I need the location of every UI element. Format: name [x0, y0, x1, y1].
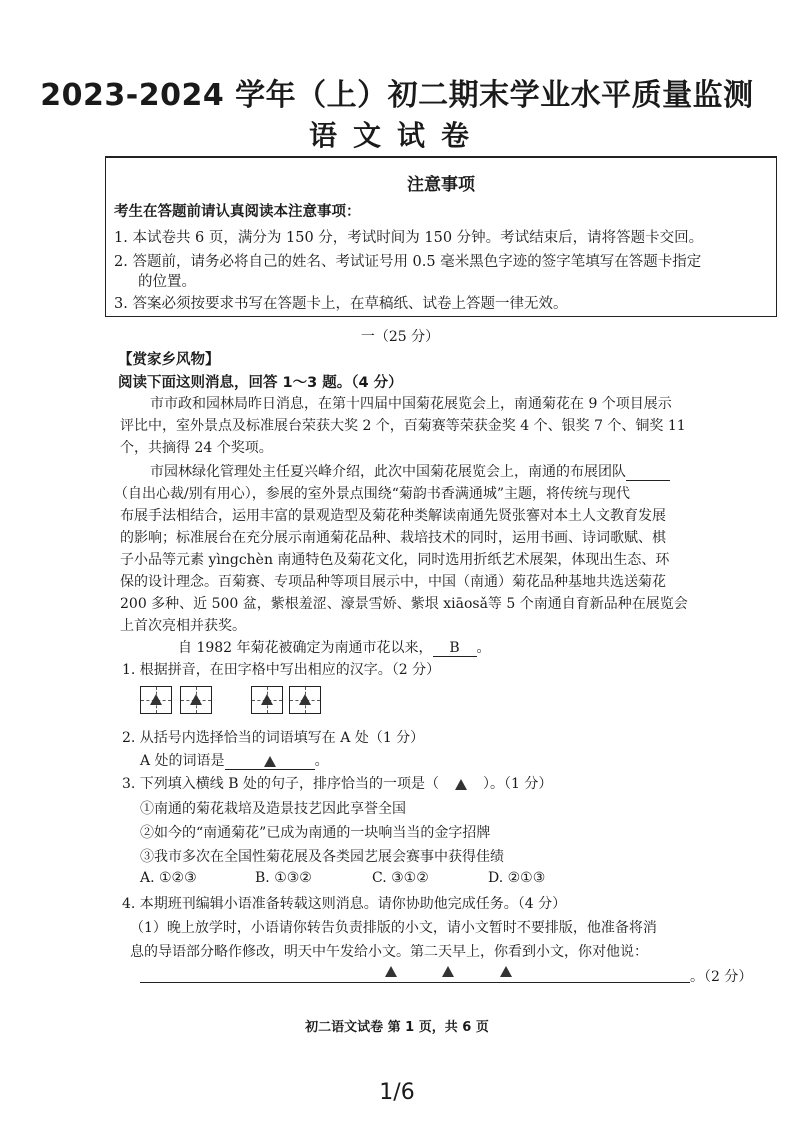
- notice-item-1: 1. 本试卷共 6 页，满分为 150 分，考试时间为 150 分钟。考试结束后，请将答题卡交回。: [114, 230, 704, 246]
- blank-b[interactable]: B: [433, 640, 477, 657]
- q3-answer-slot[interactable]: [439, 776, 483, 792]
- passage-line-2: 评比中，室外景点及标准展台荣获大奖 2 个，百菊赛等荣获金奖 4 个、银奖 7 个、铜奖 11: [120, 418, 686, 434]
- triangle-icon: [264, 756, 276, 767]
- q3-choice-a[interactable]: A. ①②③: [140, 870, 197, 886]
- triangle-icon: [299, 694, 311, 705]
- question-4: 4. 本期班刊编辑小语准备转载这则消息。请你协助他完成任务。（4 分）: [122, 896, 567, 912]
- passage-line-8: 子小品等元素 yìngchèn 南通特色及菊花文化，同时选用折纸艺术展架，体现出生态、环: [120, 552, 670, 568]
- passage-line-7: 的影响；标准展台在充分展示南通菊花品种、栽培技术的同时，运用书画、诗词歌赋、棋: [120, 530, 666, 546]
- exam-subtitle: 语文试卷: [308, 119, 485, 152]
- q3-choice-b[interactable]: B. ①③②: [255, 870, 312, 886]
- passage-line-4-text: 市园林绿化管理处主任夏兴峰介绍，此次中国菊花展览会上，南通的布展团队: [150, 464, 626, 480]
- section-instruction: 阅读下面这则消息，回答 1～3 题。（4 分）: [118, 375, 403, 391]
- notice-intro: 考生在答题前请认真阅读本注意事项：: [114, 203, 361, 220]
- notice-item-2: 2. 答题前，请务必将自己的姓名、考试证号用 0.5 毫米黑色字迹的签字笔填写在答题卡指定: [114, 254, 702, 270]
- q2-answer-blank[interactable]: [225, 753, 315, 770]
- blank-a[interactable]: [626, 464, 670, 481]
- tianzige-box-1[interactable]: [140, 686, 172, 714]
- question-4-1-line-1: （1）晚上放学时，小语请你转告负责排版的小文，请小文暂时不要排版，他准备将消: [130, 920, 657, 936]
- q2-answer-suffix: 。: [314, 753, 329, 769]
- passage-line-12-text: 自 1982 年菊花被确定为南通市花以来，: [178, 640, 433, 656]
- page-indicator: 1/6: [379, 1080, 415, 1105]
- passage-line-9: 保的设计理念。百菊赛、专项品种等项目展示中，中国（南通）菊花品种基地共选送菊花: [120, 574, 666, 590]
- triangle-icon: [385, 966, 397, 977]
- passage-line-5: （自出心裁/别有用心），参展的室外景点围绕“菊韵书香满通城”主题，将传统与现代: [114, 486, 631, 502]
- tianzige-box-4[interactable]: [289, 686, 321, 714]
- triangle-icon: [455, 779, 467, 790]
- triangle-icon: [261, 694, 273, 705]
- question-2-answer: [140, 750, 329, 770]
- q4-answer-line[interactable]: [140, 982, 690, 983]
- passage-line-6: 布展手法相结合，运用丰富的景观造型及菊花种类解读南通先贤张謇对本土人文教育发展: [120, 508, 666, 524]
- q3-option-2: ②如今的“南通菊花”已成为南通的一块响当当的金字招牌: [140, 825, 491, 841]
- question-4-1-line-2: 息的导语部分略作修改，明天中午发给小文。第二天早上，你看到小文，你对他说：: [130, 944, 648, 960]
- q4-1-end: 。（2 分）: [690, 969, 753, 985]
- triangle-icon: [500, 966, 512, 977]
- question-2: 2. 从括号内选择恰当的词语填写在 A 处（1 分）: [122, 730, 425, 746]
- section-tag: 【赏家乡风物】: [118, 352, 220, 368]
- passage-line-12: [178, 637, 491, 657]
- section-number: 一（25 分）: [360, 329, 440, 345]
- passage-line-1: 市市政和园林局昨日消息，在第十四届中国菊花展览会上，南通菊花在 9 个项目展示: [150, 396, 672, 412]
- exam-title: 2023-2024 学年（上）初二期末学业水平质量监测: [40, 78, 754, 113]
- triangle-icon: [190, 694, 202, 705]
- passage-line-11: 上首次亮相并获奖。: [120, 618, 246, 634]
- passage-line-3: 个，共摘得 24 个奖项。: [120, 440, 273, 456]
- triangle-icon: [442, 966, 454, 977]
- tianzige-box-3[interactable]: [251, 686, 283, 714]
- question-3: [122, 773, 552, 793]
- tianzige-box-2[interactable]: [180, 686, 212, 714]
- q3-choice-d[interactable]: D. ②①③: [488, 870, 546, 886]
- page-footer: 初二语文试卷 第 1 页，共 6 页: [305, 1020, 489, 1035]
- triangle-icon: [150, 694, 162, 705]
- q3-option-3: ③我市多次在全国性菊花展及各类园艺展会赛事中获得佳绩: [140, 849, 504, 865]
- notice-item-2-cont: 的位置。: [138, 274, 196, 290]
- q2-answer-prefix: A 处的词语是: [140, 753, 225, 769]
- passage-line-4: [150, 461, 670, 481]
- q3-option-1: ①南通的菊花栽培及造景技艺因此享誉全国: [140, 801, 406, 817]
- q3-prefix: 3. 下列填入横线 B 处的句子，排序恰当的一项是（: [122, 776, 439, 792]
- q3-suffix: ）。（1 分）: [483, 776, 553, 792]
- notice-item-3: 3. 答案必须按要求书写在答题卡上，在草稿纸、试卷上答题一律无效。: [114, 296, 568, 312]
- passage-line-10: 200 多种、近 500 盆，紫根羞涩、濠景雪娇、紫垠 xiāosǎ等 5 个南通自育新品种在展览会: [120, 596, 688, 612]
- notice-heading: 注意事项: [407, 175, 475, 195]
- question-1: 1. 根据拼音，在田字格中写出相应的汉字。（2 分）: [122, 662, 441, 678]
- passage-line-12-end: 。: [476, 640, 491, 656]
- notice-box: [105, 156, 777, 317]
- q3-choice-c[interactable]: C. ③①②: [372, 870, 429, 886]
